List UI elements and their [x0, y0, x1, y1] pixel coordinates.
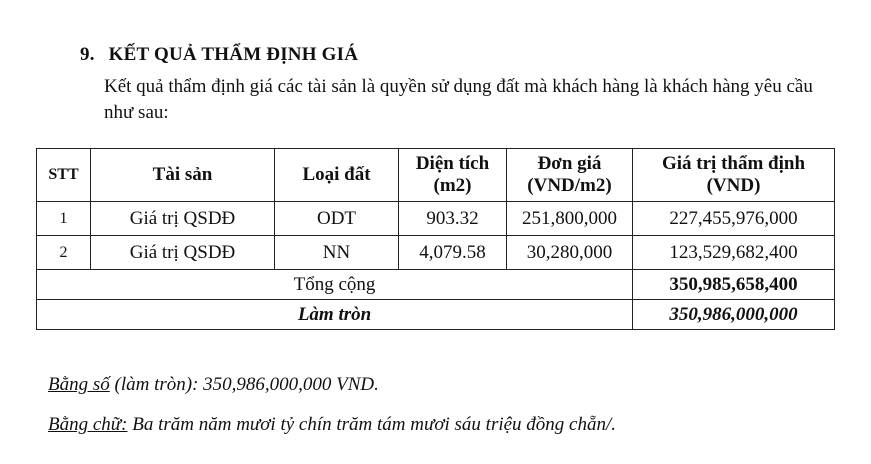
section-title: KẾT QUẢ THẨM ĐỊNH GIÁ	[108, 44, 359, 65]
total-label: Tổng cộng	[37, 270, 633, 300]
header-unit-price	[507, 149, 633, 202]
intro-paragraph: Kết quả thẩm định giá các tài sản là quyền sử dụng đất mà khách hàng là khách hàng yêu cầu như sau:	[104, 76, 813, 123]
amount-in-words	[48, 414, 616, 436]
cell-unit-price: 30,280,000	[507, 236, 633, 270]
header-unit-price-line1: Đơn giá	[537, 153, 602, 174]
header-value	[633, 149, 835, 202]
cell-area: 4,079.58	[399, 236, 507, 270]
table-header-row	[37, 149, 835, 202]
section-heading	[80, 44, 358, 66]
total-value: 350,985,658,400	[633, 270, 835, 300]
cell-area: 903.32	[399, 202, 507, 236]
header-unit-price-line2: (VND/m2)	[527, 175, 612, 196]
header-area	[399, 149, 507, 202]
cell-land-type: NN	[275, 236, 399, 270]
rounded-row	[37, 300, 835, 330]
rounded-value: 350,986,000,000	[633, 300, 835, 330]
section-number: 9.	[80, 44, 95, 65]
valuation-table	[36, 148, 835, 330]
header-asset: Tài sản	[91, 149, 275, 202]
table-row	[37, 236, 835, 270]
header-land-type: Loại đất	[275, 149, 399, 202]
cell-value: 227,455,976,000	[633, 202, 835, 236]
table-row	[37, 202, 835, 236]
amount-in-numbers-label: Bằng số	[48, 374, 110, 395]
cell-stt: 2	[37, 236, 91, 270]
cell-stt: 1	[37, 202, 91, 236]
cell-unit-price: 251,800,000	[507, 202, 633, 236]
header-value-line1: Giá trị thẩm định	[661, 153, 806, 174]
header-area-line2: (m2)	[433, 175, 472, 196]
cell-value: 123,529,682,400	[633, 236, 835, 270]
header-stt: STT	[37, 149, 91, 202]
amount-in-words-label: Bằng chữ:	[48, 414, 128, 435]
rounded-label: Làm tròn	[37, 300, 633, 330]
header-area-line1: Diện tích	[415, 153, 490, 174]
amount-in-words-text: Ba trăm năm mươi tỷ chín trăm tám mươi sáu triệu đồng chẵn/.	[127, 414, 617, 435]
amount-in-numbers-text: (làm tròn): 350,986,000,000 VND.	[109, 374, 379, 395]
total-row	[37, 270, 835, 300]
amount-in-numbers	[48, 374, 379, 396]
cell-asset: Giá trị QSDĐ	[91, 236, 275, 270]
header-value-line2: (VND)	[706, 175, 761, 196]
cell-asset: Giá trị QSDĐ	[91, 202, 275, 236]
cell-land-type: ODT	[275, 202, 399, 236]
